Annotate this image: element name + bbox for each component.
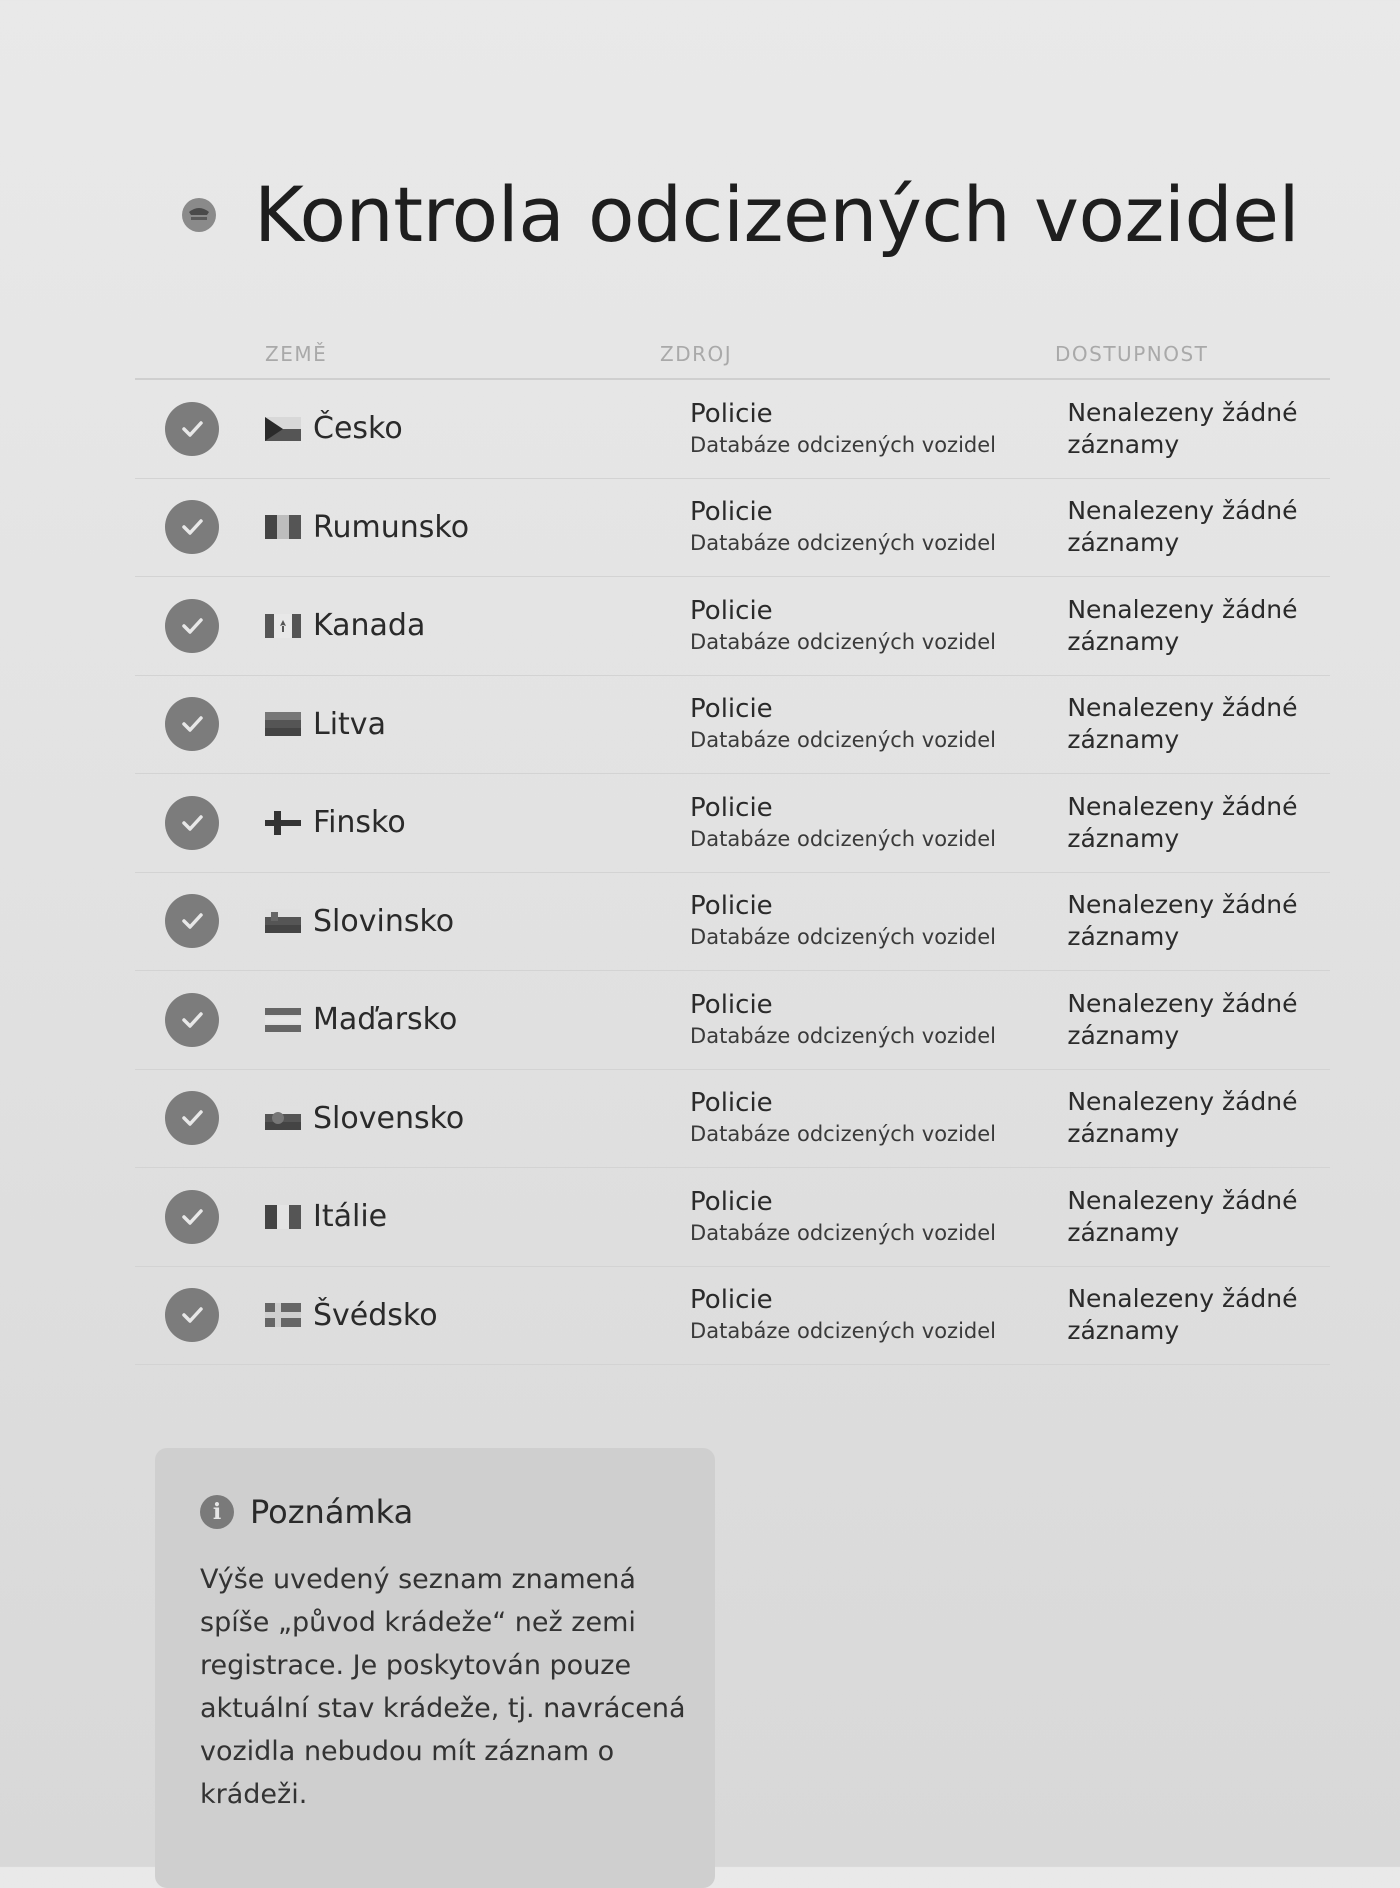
check-icon: [165, 697, 219, 751]
source-name: Policie: [690, 891, 773, 922]
header-source: ZDROJ: [660, 342, 733, 366]
availability-cell: Nenalezeny žádné záznamy: [1067, 890, 1298, 952]
table-row: [135, 1070, 1330, 1169]
note-header: [200, 1493, 413, 1531]
availability-cell: Nenalezeny žádné záznamy: [1067, 496, 1298, 558]
country-name: Maďarsko: [313, 1002, 458, 1038]
flag-lithuania-icon: [265, 712, 301, 736]
availability-cell: Nenalezeny žádné záznamy: [1067, 397, 1298, 459]
source-description: Databáze odcizených vozidel: [690, 1122, 996, 1147]
source-description: Databáze odcizených vozidel: [690, 1220, 996, 1245]
source-name: Policie: [690, 792, 773, 823]
source-cell: [690, 398, 1067, 460]
check-icon: [165, 993, 219, 1047]
country-cell: [265, 411, 690, 446]
country-cell: [265, 707, 690, 742]
table-row: [135, 1267, 1330, 1366]
availability-cell: Nenalezeny žádné záznamy: [1067, 1284, 1298, 1346]
source-description: Databáze odcizených vozidel: [690, 432, 996, 457]
source-cell: [690, 792, 1067, 854]
availability-cell: Nenalezeny žádné záznamy: [1067, 1087, 1298, 1149]
source-description: Databáze odcizených vozidel: [690, 1023, 996, 1048]
source-name: Policie: [690, 694, 773, 725]
source-cell: [690, 693, 1067, 755]
source-cell: [690, 890, 1067, 952]
availability-cell: Nenalezeny žádné záznamy: [1067, 594, 1298, 656]
source-name: Policie: [690, 398, 773, 429]
country-cell: [265, 1298, 690, 1333]
country-name: Itálie: [313, 1199, 388, 1235]
flag-finland-icon: [265, 811, 301, 835]
source-cell: [690, 1087, 1067, 1149]
source-name: Policie: [690, 1088, 773, 1119]
table-header: [135, 330, 1330, 380]
header-country: ZEMĚ: [265, 342, 328, 366]
title-row: [180, 170, 1299, 259]
police-shield-icon: [180, 196, 218, 234]
source-name: Policie: [690, 497, 773, 528]
table-row: [135, 676, 1330, 775]
flag-romania-icon: [265, 515, 301, 539]
results-table: [135, 330, 1330, 1365]
flag-czech-icon: [265, 417, 301, 441]
country-name: Švédsko: [313, 1297, 438, 1333]
country-cell: [265, 904, 690, 939]
country-name: Slovensko: [313, 1100, 465, 1136]
source-cell: [690, 595, 1067, 657]
check-icon: [165, 1288, 219, 1342]
source-description: Databáze odcizených vozidel: [690, 629, 996, 654]
flag-sweden-icon: [265, 1303, 301, 1327]
country-name: Litva: [313, 706, 386, 742]
country-cell: [265, 1199, 690, 1234]
source-cell: [690, 496, 1067, 558]
info-icon: i: [200, 1495, 234, 1529]
source-description: Databáze odcizených vozidel: [690, 1319, 996, 1344]
check-icon: [165, 500, 219, 554]
source-cell: [690, 1284, 1067, 1346]
header-availability: DOSTUPNOST: [1055, 342, 1209, 366]
source-name: Policie: [690, 595, 773, 626]
country-name: Kanada: [313, 608, 426, 644]
table-row: [135, 577, 1330, 676]
source-name: Policie: [690, 1186, 773, 1217]
check-icon: [165, 1091, 219, 1145]
note-body: Výše uvedený seznam znamená spíše „původ krádeže“ než zemi registrace. Je poskytován pouze aktuální stav krádeže, tj. navrácená vozidla nebudou mít záznam o krádeži.: [200, 1564, 686, 1810]
country-name: Finsko: [313, 805, 406, 841]
flag-slovenia-icon: [265, 909, 301, 933]
country-cell: [265, 608, 690, 643]
table-body: [135, 380, 1330, 1365]
check-icon: [165, 796, 219, 850]
source-description: Databáze odcizených vozidel: [690, 728, 996, 753]
country-cell: [265, 1101, 690, 1136]
flag-italy-icon: [265, 1205, 301, 1229]
source-cell: [690, 989, 1067, 1051]
source-name: Policie: [690, 1285, 773, 1316]
country-cell: [265, 1002, 690, 1037]
check-icon: [165, 599, 219, 653]
source-cell: [690, 1186, 1067, 1248]
source-description: Databáze odcizených vozidel: [690, 531, 996, 556]
flag-canada-icon: [265, 614, 301, 638]
table-row: [135, 380, 1330, 479]
note-box: [155, 1448, 715, 1888]
availability-cell: Nenalezeny žádné záznamy: [1067, 791, 1298, 853]
country-cell: [265, 805, 690, 840]
page-title: Kontrola odcizených vozidel: [254, 170, 1300, 259]
table-row: [135, 774, 1330, 873]
source-description: Databáze odcizených vozidel: [690, 925, 996, 950]
check-icon: [165, 1190, 219, 1244]
flag-slovakia-icon: [265, 1106, 301, 1130]
availability-cell: Nenalezeny žádné záznamy: [1067, 1185, 1298, 1247]
check-icon: [165, 402, 219, 456]
table-row: [135, 873, 1330, 972]
country-name: Rumunsko: [313, 509, 470, 545]
note-title: Poznámka: [250, 1493, 414, 1531]
country-name: Slovinsko: [313, 903, 455, 939]
table-row: [135, 971, 1330, 1070]
table-row: [135, 479, 1330, 578]
check-icon: [165, 894, 219, 948]
flag-hungary-icon: [265, 1008, 301, 1032]
source-description: Databáze odcizených vozidel: [690, 826, 996, 851]
table-row: [135, 1168, 1330, 1267]
country-cell: [265, 510, 690, 545]
country-name: Česko: [313, 411, 403, 447]
source-name: Policie: [690, 989, 773, 1020]
availability-cell: Nenalezeny žádné záznamy: [1067, 988, 1298, 1050]
availability-cell: Nenalezeny žádné záznamy: [1067, 693, 1298, 755]
